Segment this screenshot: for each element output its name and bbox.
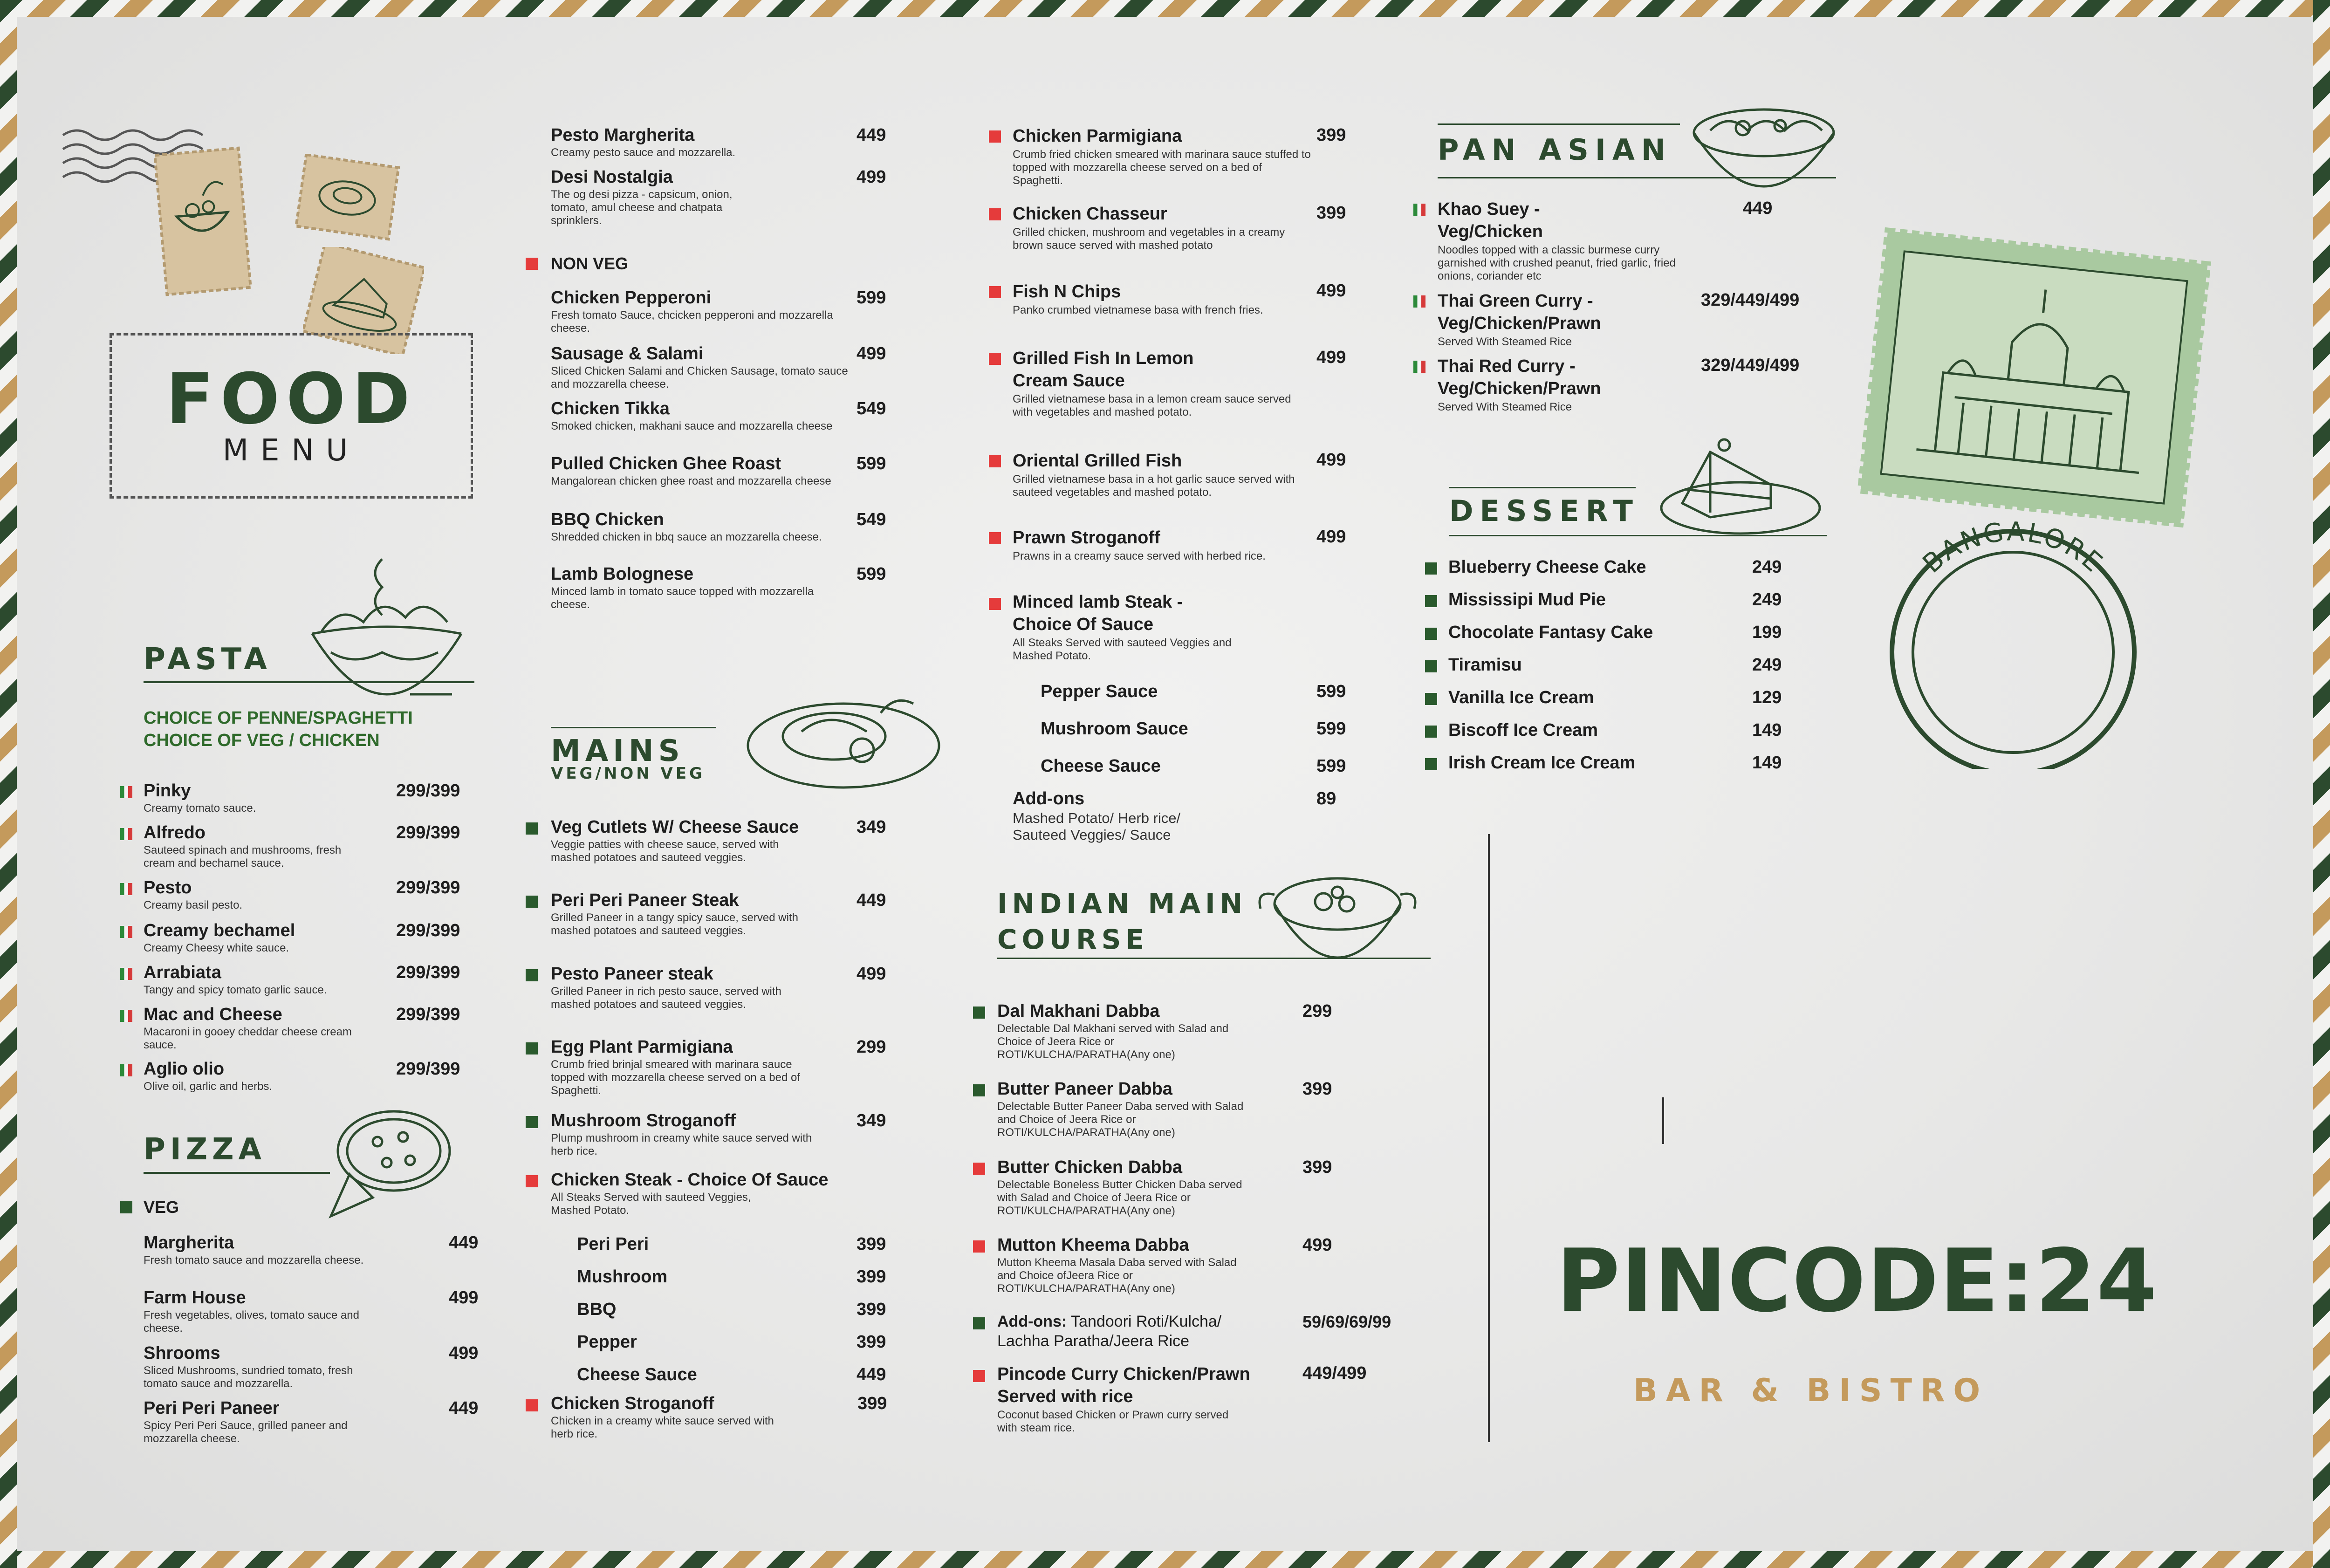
dessert-name: Tiramisu: [1448, 655, 1522, 675]
indian-price: 299: [1302, 1001, 1332, 1021]
mains-nonveg-item: [1013, 125, 1311, 187]
mains-underline: [551, 727, 716, 728]
pizza-veg-name: Margherita: [144, 1233, 234, 1253]
mains-veg-price: 499: [857, 964, 886, 984]
addons-price: 89: [1316, 789, 1336, 808]
pizza-nonveg-desc: Smoked chicken, makhani sauce and mozzarella cheese: [551, 420, 833, 432]
indian-addons-items: Tandoori Roti/Kulcha/ Lachha Paratha/Jeera Rice: [997, 1313, 1222, 1350]
pizza-nonveg-label: NON VEG: [551, 254, 629, 273]
chicken-steak-marker: [526, 1175, 538, 1187]
mains-nonveg-price: 499: [1316, 348, 1346, 367]
pasta-heading: PASTA: [144, 642, 272, 677]
pizza-veg-price: 449: [449, 1233, 479, 1253]
pan-asian-marker: [1413, 295, 1425, 308]
mains-veg-item: [551, 890, 849, 938]
pizza-underline: [144, 1172, 330, 1174]
pizza-veg2-item: [551, 125, 774, 159]
indian-item: [997, 1001, 1295, 1061]
chicken-steak-sauce-name: Pepper: [577, 1332, 637, 1352]
dessert-price: 249: [1752, 655, 1782, 675]
pasta-marker: [120, 883, 132, 895]
mains-nonveg-desc: Grilled chicken, mushroom and vegetables in a creamy brown sauce served with mashed potato: [1013, 226, 1285, 252]
mains-nonveg-desc: Panko crumbed vietnamese basa with french fries.: [1013, 304, 1263, 316]
pizza-veg2-name: Pesto Margherita: [551, 125, 695, 145]
dessert-item: [1448, 655, 1709, 675]
mains-veg-item: [551, 964, 849, 1011]
pizza-nonveg-name: Sausage & Salami: [551, 344, 704, 363]
dessert-heading: DESSERT: [1449, 494, 1639, 528]
pasta-price: 299/399: [396, 878, 460, 897]
lamb-sauce-price: 599: [1316, 682, 1346, 701]
pasta-price: 299/399: [396, 921, 460, 940]
indian-addons-price: 59/69/69/99: [1302, 1312, 1391, 1331]
pizza-veg-label: VEG: [144, 1198, 179, 1217]
chicken-stroganoff-item: [551, 1393, 774, 1441]
mains-veg-name: Pesto Paneer steak: [551, 964, 713, 984]
pasta-name: Arrabiata: [144, 963, 221, 982]
addons-desc: Mashed Potato/ Herb rice/ Sauteed Veggies/ Sauce: [1013, 810, 1181, 843]
dessert-item: [1448, 557, 1709, 577]
pasta-marker: [120, 786, 132, 798]
pasta-desc: Creamy Cheesy white sauce.: [144, 942, 289, 954]
lamb-steak-item: [1013, 591, 1292, 663]
indian-item: [997, 1157, 1295, 1218]
mains-nonveg-marker: [989, 208, 1001, 220]
chicken-steak-sauce-name: Cheese Sauce: [577, 1365, 697, 1384]
pan-asian-desc: Served With Steamed Rice: [1438, 336, 1572, 348]
indian-heading-1: INDIAN MAIN: [997, 888, 1247, 919]
veg-marker: [120, 1201, 132, 1213]
pizza-nonveg-item: [551, 343, 849, 391]
pizza-nonveg-name: Chicken Tikka: [551, 399, 670, 418]
lamb-sauce-price: 599: [1316, 719, 1346, 739]
indian-desc: Delectable Dal Makhani served with Salad and Choice of Jeera Rice or ROTI/KULCHA/PARATHA(Any one): [997, 1022, 1229, 1061]
dessert-name: Blueberry Cheese Cake: [1448, 557, 1646, 577]
dessert-marker: [1425, 562, 1437, 575]
indian-desc: Delectable Butter Paneer Daba served with Salad and Choice of Jeera Rice or ROTI/KULCHA/PARATHA(Any one): [997, 1100, 1244, 1139]
pizza-veg-name: Peri Peri Paneer: [144, 1398, 280, 1418]
mains-nonveg-name: Prawn Stroganoff: [1013, 528, 1160, 548]
pizza-nonveg-item: [551, 398, 849, 433]
chicken-steak-sauce-price: 399: [857, 1267, 886, 1287]
pizza-nonveg-desc: Fresh tomato Sauce, chcicken pepperoni and mozzarella cheese.: [551, 309, 833, 335]
dessert-price: 149: [1752, 720, 1782, 740]
pizza-nonveg-price: 549: [857, 510, 886, 529]
cake-slice-icon: [1654, 429, 1827, 541]
pasta-item: [144, 920, 363, 955]
mains-nonveg-desc: Grilled vietnamese basa in a hot garlic sauce served with sauteed vegetables and mashed potato.: [1013, 473, 1295, 499]
pizza-veg-name: Shrooms: [144, 1343, 220, 1363]
pasta-name: Mac and Cheese: [144, 1005, 282, 1024]
indian-price: 399: [1302, 1157, 1332, 1177]
chicken-steak-sauce-price: 449: [857, 1365, 886, 1384]
pasta-marker: [120, 1064, 132, 1076]
pizza-heading: PIZZA: [144, 1132, 267, 1167]
chicken-stroganoff-desc: Chicken in a creamy white sauce served with herb rice.: [551, 1415, 774, 1440]
mains-nonveg-marker: [989, 532, 1001, 544]
mains-nonveg-desc: Grilled vietnamese basa in a lemon cream sauce served with vegetables and mashed potato.: [1013, 393, 1291, 418]
pasta-price: 299/399: [396, 781, 460, 801]
pasta-marker: [120, 1010, 132, 1022]
indian-price: 499: [1302, 1235, 1332, 1255]
dessert-marker: [1425, 595, 1437, 607]
noodle-bowl-icon: [1687, 100, 1841, 193]
mains-veg-desc: Crumb fried brinjal smeared with marinara sauce topped with mozzarella cheese served on a bed of Spaghetti.: [551, 1058, 800, 1097]
mains-heading: MAINS: [551, 734, 685, 768]
mains-veg-item: [551, 1110, 849, 1158]
pizza-veg2-desc: The og desi pizza - capsicum, onion, tomato, amul cheese and chatpata sprinklers.: [551, 188, 733, 227]
chicken-steak-sauce-price: 399: [857, 1300, 886, 1319]
pasta-item: [144, 822, 363, 870]
chicken-stroganoff-marker: [526, 1399, 538, 1411]
curry-bowl-icon: [1254, 867, 1421, 983]
addons-name: Add-ons: [1013, 789, 1085, 808]
pizza-veg-price: 499: [449, 1288, 479, 1308]
pizza-veg-item: [144, 1232, 386, 1267]
mains-veg-item: [551, 817, 849, 864]
mains-nonveg-name: Chicken Chasseur: [1013, 204, 1167, 224]
lamb-sauce-name: Mushroom Sauce: [1041, 719, 1188, 739]
mains-veg-price: 299: [857, 1037, 886, 1057]
dessert-name: Biscoff Ice Cream: [1448, 720, 1598, 740]
short-divider: [1662, 1097, 1664, 1144]
indian-marker: [973, 1240, 985, 1253]
dessert-price: 149: [1752, 753, 1782, 773]
pizza-veg-desc: Spicy Peri Peri Sauce, grilled paneer and mozzarella cheese.: [144, 1419, 348, 1445]
mains-nonveg-item: [1013, 203, 1311, 252]
indian-name: Butter Paneer Dabba: [997, 1079, 1172, 1099]
pizza-nonveg-desc: Minced lamb in tomato sauce topped with mozzarella cheese.: [551, 585, 814, 611]
pasta-price: 299/399: [396, 823, 460, 842]
dessert-name: Mississipi Mud Pie: [1448, 590, 1606, 609]
addons-item: [1013, 788, 1274, 843]
pasta-desc: Creamy tomato sauce.: [144, 802, 256, 815]
pizza-nonveg-name: Pulled Chicken Ghee Roast: [551, 454, 781, 473]
pan-asian-item: [1438, 198, 1699, 283]
pizza-veg-item: [144, 1398, 386, 1445]
lamb-sauce-price: 599: [1316, 756, 1346, 776]
indian-desc: Mutton Kheema Masala Daba served with Salad and Choice ofJeera Rice or ROTI/KULCHA/PARATHA(Any one): [997, 1256, 1237, 1295]
pasta-desc: Olive oil, garlic and herbs.: [144, 1080, 273, 1093]
mains-veg-marker: [526, 822, 538, 835]
pasta-desc: Sauteed spinach and mushrooms, fresh cream and bechamel sauce.: [144, 844, 342, 870]
steak-plate-icon: [741, 685, 946, 792]
dessert-item: [1448, 687, 1709, 708]
mains-veg-name: Veg Cutlets W/ Cheese Sauce: [551, 817, 799, 837]
airmail-border-right: [2313, 0, 2330, 1568]
brand-name: PINCODE:24: [1556, 1230, 2158, 1331]
pasta-note-1: CHOICE OF PENNE/SPAGHETTI: [144, 708, 413, 728]
mains-veg-price: 449: [857, 890, 886, 910]
pizza-veg2-item: [551, 167, 774, 227]
pizza-nonveg-desc: Shredded chicken in bbq sauce an mozzarella cheese.: [551, 531, 822, 543]
indian-marker: [973, 1084, 985, 1096]
indian-marker: [973, 1163, 985, 1175]
mains-nonveg-marker: [989, 353, 1001, 365]
indian-price: 399: [1302, 1079, 1332, 1099]
mains-veg-marker: [526, 896, 538, 908]
pincode-curry-marker: [973, 1370, 985, 1382]
menu-subtitle: MENU: [222, 433, 360, 468]
chicken-steak-sauce-price: 399: [857, 1234, 886, 1254]
pizza-nonveg-item: [551, 288, 849, 335]
pan-asian-name: Khao Suey - Veg/Chicken: [1438, 199, 1543, 241]
dessert-marker: [1425, 758, 1437, 770]
svg-text:BANGALORE: [1917, 516, 2109, 579]
pizza-nonveg-desc: Sliced Chicken Salami and Chicken Sausage, tomato sauce and mozzarella cheese.: [551, 365, 848, 390]
pizza-veg-item: [144, 1343, 386, 1390]
dessert-name: Vanilla Ice Cream: [1448, 688, 1594, 707]
dessert-item: [1448, 589, 1709, 610]
pasta-name: Pinky: [144, 781, 191, 801]
dish-stamp-icon: [294, 154, 401, 242]
lamb-steak-name: Minced lamb Steak - Choice Of Sauce: [1013, 592, 1183, 634]
dessert-price: 129: [1752, 688, 1782, 707]
indian-name: Butter Chicken Dabba: [997, 1157, 1182, 1177]
mains-veg-price: 349: [857, 817, 886, 837]
pasta-note-2: CHOICE OF VEG / CHICKEN: [144, 731, 380, 750]
palace-stamp-icon: [1841, 219, 2227, 536]
dessert-marker: [1425, 726, 1437, 738]
pan-asian-desc: Noodles topped with a classic burmese curry garnished with crushed peanut, fried garlic, fried onions, coriander etc: [1438, 244, 1676, 282]
pan-asian-name: Thai Red Curry - Veg/Chicken/Prawn: [1438, 356, 1601, 398]
brand-tagline: BAR & BISTRO: [1633, 1372, 1989, 1409]
mains-nonveg-marker: [989, 130, 1001, 143]
lamb-sauce-name: Cheese Sauce: [1041, 756, 1161, 776]
pan-asian-overline: [1438, 123, 1680, 125]
pizza-nonveg-item: [551, 509, 849, 544]
dessert-item: [1448, 720, 1709, 740]
dessert-item: [1448, 753, 1709, 773]
indian-addons-item: [997, 1312, 1258, 1351]
pizza-nonveg-price: 599: [857, 454, 886, 473]
pan-asian-price: 449: [1743, 199, 1773, 218]
indian-addons-label: Add-ons:: [997, 1313, 1067, 1330]
postmark-city: BANGALORE: [1917, 516, 2110, 579]
pasta-price: 299/399: [396, 1059, 460, 1079]
pincode-curry-name: Pincode Curry Chicken/Prawn Served with rice: [997, 1364, 1250, 1406]
mains-nonveg-item: [1013, 450, 1311, 499]
mains-nonveg-desc: Crumb fried chicken smeared with marinara sauce stuffed to topped with mozzarella cheese served on a bed of Spaghetti.: [1013, 148, 1311, 187]
chicken-steak-sauce-price: 399: [857, 1332, 886, 1352]
pasta-name: Aglio olio: [144, 1059, 225, 1079]
indian-desc: Delectable Boneless Butter Chicken Daba served with Salad and Choice of Jeera Rice or ROTI/KULCHA/PARATHA(Any one): [997, 1178, 1242, 1217]
pizza-nonveg-name: Chicken Pepperoni: [551, 288, 712, 308]
pizza-veg-price: 499: [449, 1343, 479, 1363]
pasta-item: [144, 1004, 363, 1052]
mains-veg-desc: Plump mushroom in creamy white sauce served with herb rice.: [551, 1132, 812, 1157]
pan-asian-price: 329/449/499: [1701, 356, 1800, 375]
mains-nonveg-marker: [989, 286, 1001, 298]
pizza-nonveg-item: [551, 453, 849, 488]
airmail-border-left: [0, 0, 17, 1568]
pizza-nonveg-price: 499: [857, 344, 886, 363]
pizza-nonveg-price: 599: [857, 564, 886, 584]
pizza-icon: [322, 1104, 452, 1221]
pasta-marker: [120, 828, 132, 840]
mains-veg-price: 349: [857, 1111, 886, 1130]
pan-asian-desc: Served With Steamed Rice: [1438, 401, 1572, 413]
mains-nonveg-name: Chicken Parmigiana: [1013, 126, 1182, 146]
pasta-item: [144, 781, 363, 815]
dessert-marker: [1425, 660, 1437, 672]
mains-nonveg-price: 499: [1316, 527, 1346, 547]
pincode-curry-desc: Coconut based Chicken or Prawn curry served with steam rice.: [997, 1409, 1229, 1434]
chicken-stroganoff-name: Chicken Stroganoff: [551, 1394, 714, 1413]
mains-veg-marker: [526, 969, 538, 981]
mains-nonveg-desc: Prawns in a creamy sauce served with herbed rice.: [1013, 550, 1266, 562]
mains-nonveg-name: Fish N Chips: [1013, 282, 1121, 301]
mains-nonveg-price: 499: [1316, 281, 1346, 301]
chicken-steak-name: Chicken Steak - Choice Of Sauce: [551, 1170, 829, 1190]
mains-nonveg-marker: [989, 455, 1001, 467]
pasta-bowl-icon: [303, 555, 480, 708]
pasta-item: [144, 1059, 363, 1093]
pizza-veg-price: 449: [449, 1398, 479, 1418]
pizza-veg2-price: 499: [857, 167, 886, 187]
airmail-border-top: [0, 0, 2330, 17]
pasta-price: 299/399: [396, 963, 460, 982]
mains-veg-marker: [526, 1116, 538, 1128]
mains-veg-desc: Grilled Paneer in a tangy spicy sauce, served with mashed potatoes and sauteed veggies.: [551, 911, 798, 937]
pasta-desc: Creamy basil pesto.: [144, 899, 243, 911]
mains-veg-item: [551, 1037, 849, 1097]
pizza-veg2-name: Desi Nostalgia: [551, 167, 673, 187]
chicken-steak-sauce-name: BBQ: [577, 1300, 617, 1319]
pasta-item: [144, 962, 363, 997]
pasta-marker: [120, 926, 132, 938]
indian-item: [997, 1079, 1295, 1139]
mains-nonveg-item: [1013, 347, 1311, 419]
pasta-desc: Macaroni in gooey cheddar cheese cream sauce.: [144, 1026, 352, 1051]
pasta-name: Creamy bechamel: [144, 921, 295, 940]
mains-nonveg-name: Oriental Grilled Fish: [1013, 451, 1182, 471]
mains-nonveg-price: 499: [1316, 450, 1346, 470]
pizza-veg-desc: Fresh tomato sauce and mozzarella cheese.: [144, 1254, 364, 1267]
non-veg-marker: [526, 258, 538, 270]
mains-veg-name: Egg Plant Parmigiana: [551, 1037, 733, 1057]
pasta-name: Pesto: [144, 878, 192, 897]
dessert-name: Irish Cream Ice Cream: [1448, 753, 1636, 773]
chicken-stroganoff-price: 399: [857, 1394, 887, 1413]
indian-heading-2: COURSE: [997, 924, 1149, 955]
mains-veg-marker: [526, 1042, 538, 1054]
salad-stamp-icon: [154, 144, 252, 298]
pizza-veg2-desc: Creamy pesto sauce and mozzarella.: [551, 146, 736, 159]
indian-name: Mutton Kheema Dabba: [997, 1235, 1189, 1255]
pizza-nonveg-price: 549: [857, 399, 886, 418]
indian-name: Dal Makhani Dabba: [997, 1001, 1160, 1021]
pizza-veg-name: Farm House: [144, 1288, 246, 1308]
mains-nonveg-item: [1013, 527, 1311, 563]
pasta-price: 299/399: [396, 1005, 460, 1024]
pasta-desc: Tangy and spicy tomato garlic sauce.: [144, 984, 327, 996]
pizza-veg-item: [144, 1287, 386, 1335]
lamb-sauce-name: Pepper Sauce: [1041, 682, 1158, 701]
indian-marker: [973, 1007, 985, 1019]
pizza-veg-desc: Sliced Mushrooms, sundried tomato, fresh tomato sauce and mozzarella.: [144, 1364, 353, 1390]
chicken-steak-sauce-name: Peri Peri: [577, 1234, 649, 1254]
mains-nonveg-price: 399: [1316, 203, 1346, 223]
dessert-marker: [1425, 693, 1437, 705]
chicken-steak-item: [551, 1170, 840, 1217]
pan-asian-price: 329/449/499: [1701, 290, 1800, 310]
food-title: FOOD: [165, 359, 417, 440]
pasta-marker: [120, 968, 132, 980]
pan-asian-heading: PAN ASIAN: [1438, 133, 1672, 167]
dessert-item: [1448, 622, 1709, 643]
pan-asian-name: Thai Green Curry - Veg/Chicken/Prawn: [1438, 291, 1601, 333]
pizza-nonveg-item: [551, 564, 849, 611]
mains-nonveg-item: [1013, 281, 1311, 317]
indian-addons-marker: [973, 1317, 985, 1329]
pasta-underline: [144, 681, 474, 683]
pizza-nonveg-price: 599: [857, 288, 886, 308]
bangalore-postmark: [1859, 513, 2167, 769]
vertical-divider: [1488, 834, 1490, 1442]
pizza-nonveg-name: Lamb Bolognese: [551, 564, 694, 584]
airmail-border-bottom: [0, 1551, 2330, 1568]
pincode-curry-price: 449/499: [1302, 1363, 1367, 1383]
mains-veg-name: Mushroom Stroganoff: [551, 1111, 736, 1130]
chicken-steak-desc: All Steaks Served with sauteed Veggies, Mashed Potato.: [551, 1191, 751, 1217]
mains-veg-desc: Grilled Paneer in rich pesto sauce, served with mashed potatoes and sauteed veggies.: [551, 985, 781, 1011]
pizza-nonveg-name: BBQ Chicken: [551, 510, 664, 529]
mains-veg-name: Peri Peri Paneer Steak: [551, 890, 739, 910]
pasta-item: [144, 877, 363, 912]
mains-subheading: VEG/NON VEG: [551, 764, 705, 783]
pan-asian-item: [1438, 355, 1699, 414]
pincode-curry-item: [997, 1363, 1295, 1435]
pizza-nonveg-desc: Mangalorean chicken ghee roast and mozzarella cheese: [551, 475, 831, 487]
dessert-price: 199: [1752, 623, 1782, 642]
lamb-steak-marker: [989, 598, 1001, 610]
dessert-price: 249: [1752, 557, 1782, 577]
dessert-name: Chocolate Fantasy Cake: [1448, 623, 1653, 642]
mains-veg-desc: Veggie patties with cheese sauce, served with mashed potatoes and sauteed veggies.: [551, 838, 779, 864]
mains-nonveg-price: 399: [1316, 125, 1346, 145]
pan-asian-marker: [1413, 204, 1425, 216]
brand-logo: [1556, 1230, 2172, 1361]
dessert-overline: [1449, 487, 1636, 488]
dessert-price: 249: [1752, 590, 1782, 609]
pizza-veg-desc: Fresh vegetables, olives, tomato sauce and cheese.: [144, 1309, 359, 1335]
pizza-veg2-price: 449: [857, 125, 886, 145]
chicken-steak-sauce-name: Mushroom: [577, 1267, 668, 1287]
pan-asian-marker: [1413, 361, 1425, 373]
pan-asian-item: [1438, 290, 1699, 349]
indian-item: [997, 1235, 1295, 1295]
dessert-marker: [1425, 628, 1437, 640]
lamb-steak-desc: All Steaks Served with sauteed Veggies and Mashed Potato.: [1013, 637, 1232, 662]
mains-nonveg-name: Grilled Fish In Lemon Cream Sauce: [1013, 349, 1194, 390]
pasta-name: Alfredo: [144, 823, 206, 842]
